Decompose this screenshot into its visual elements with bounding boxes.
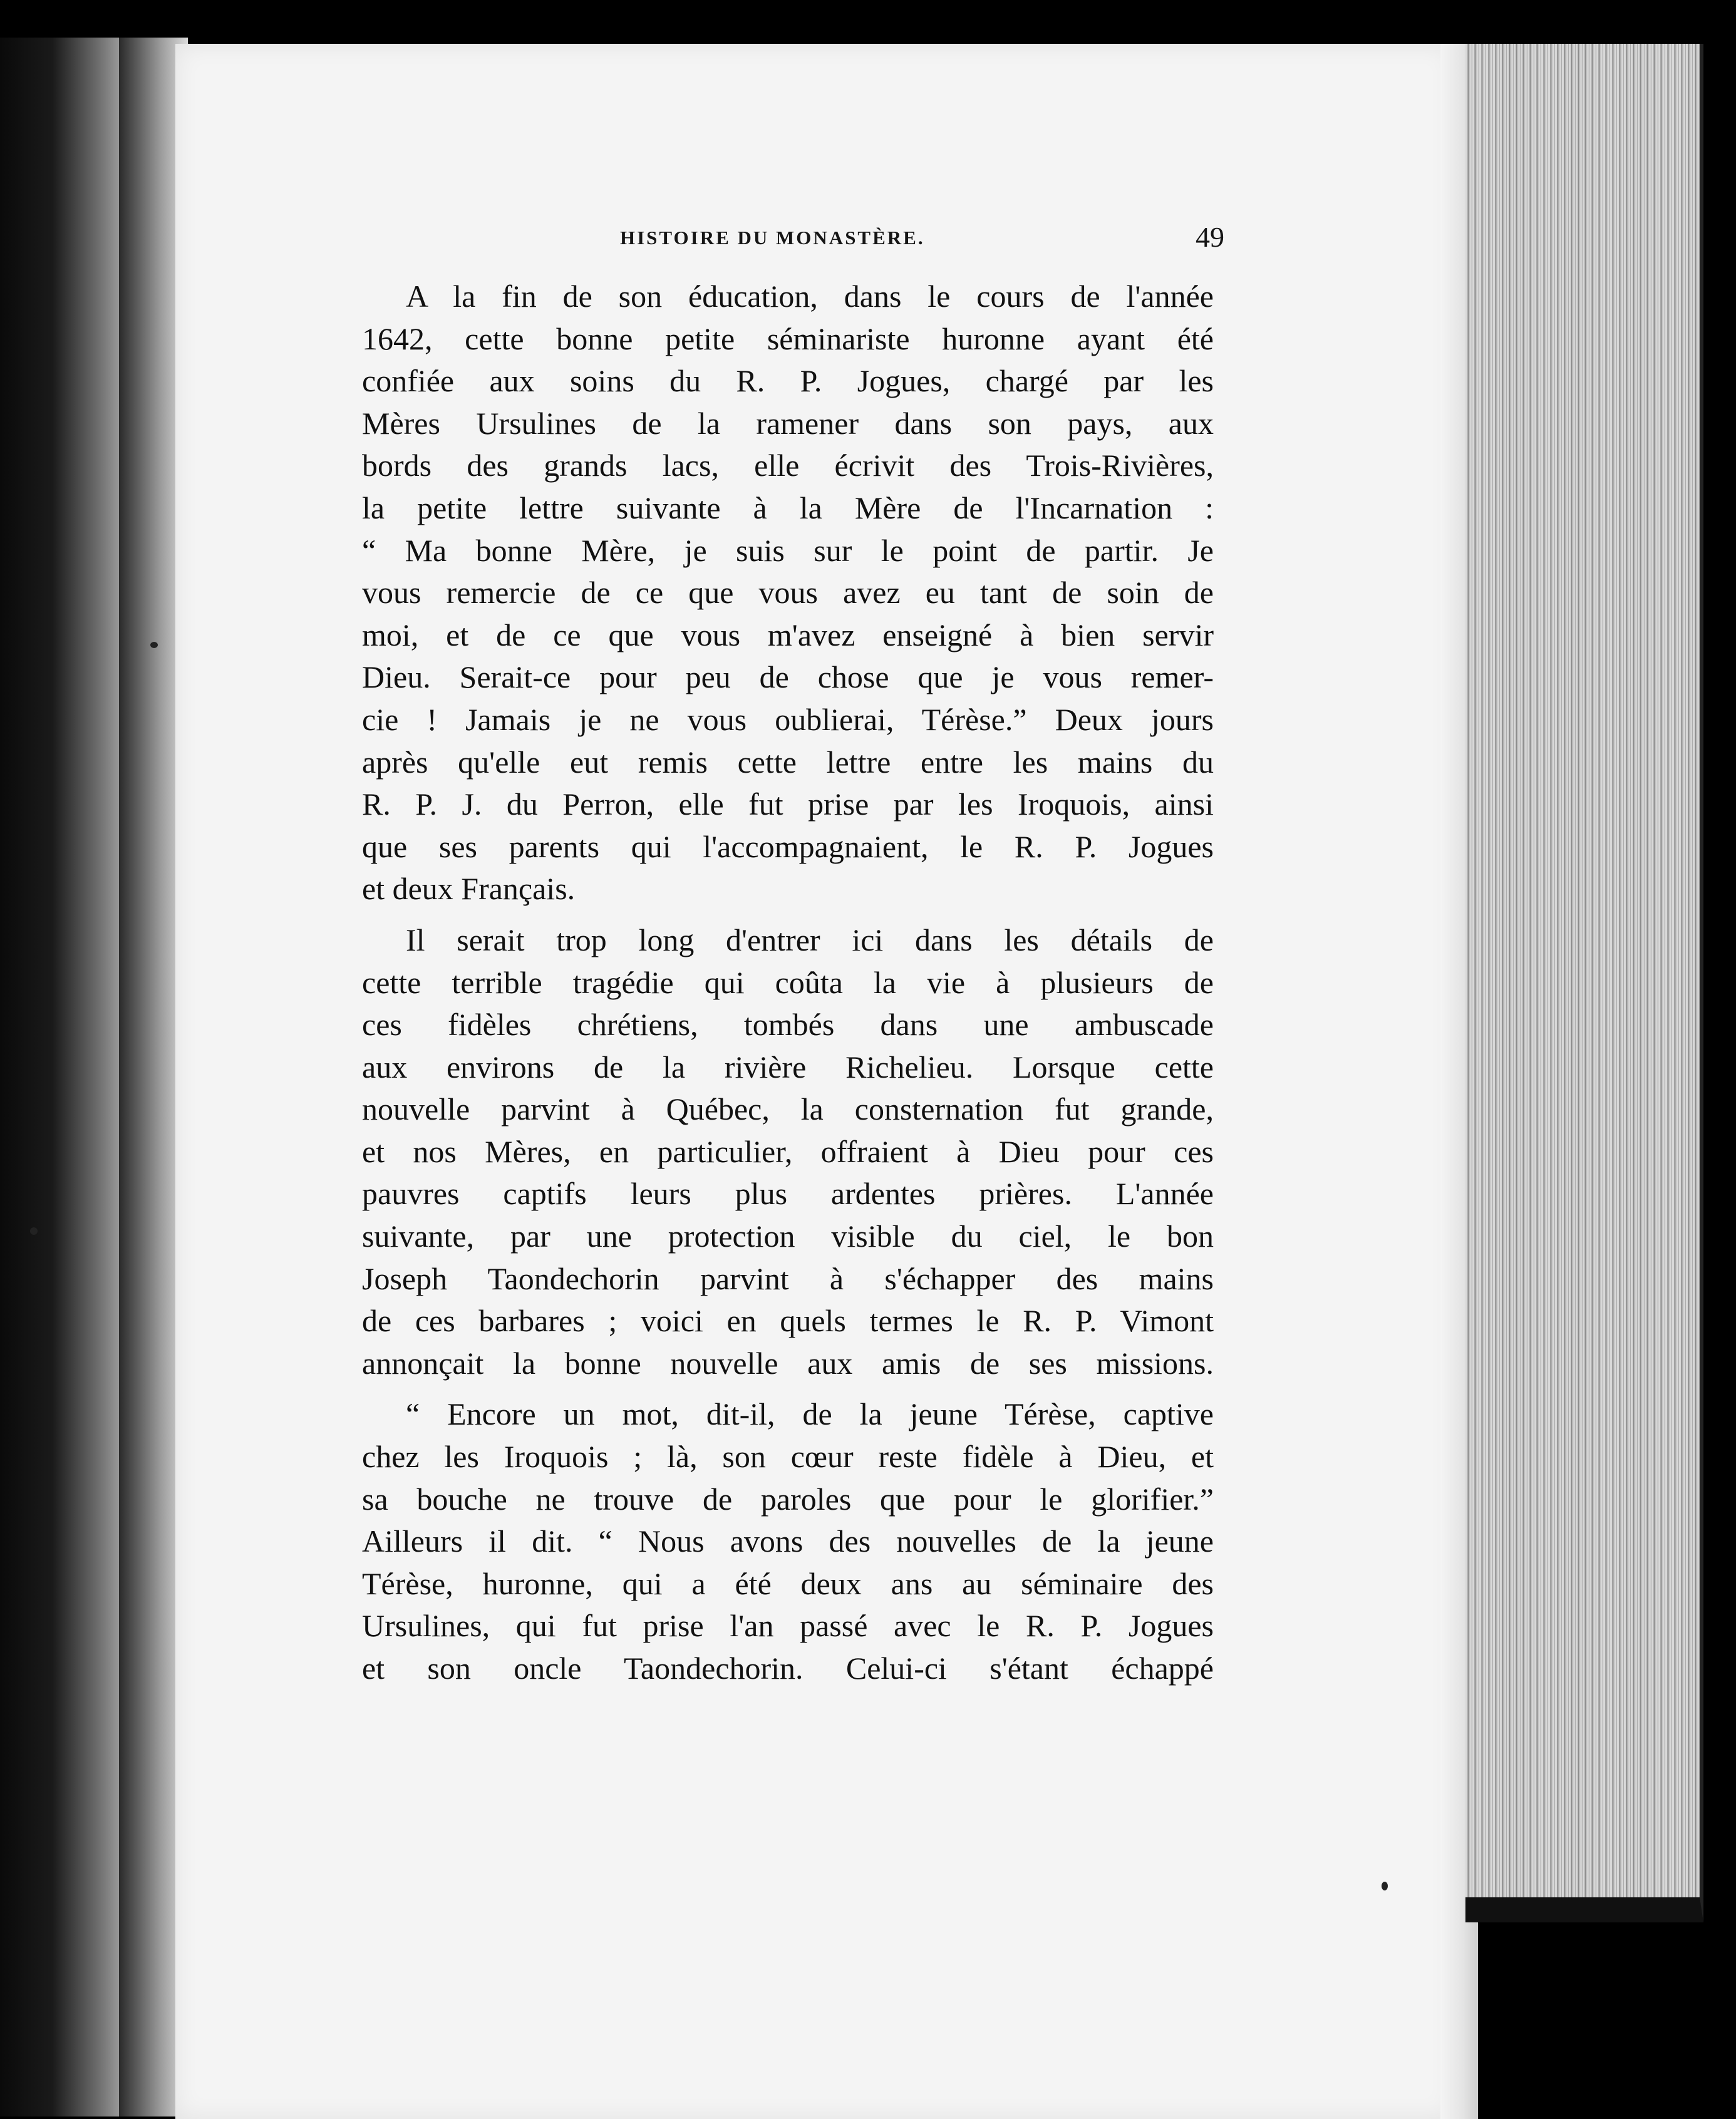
text-line: pauvres captifs leurs plus ardentes prières. L'année <box>362 1176 1214 1212</box>
text-line: que ses parents qui l'accompagnaient, le R. P. Jogues <box>362 828 1214 864</box>
text-line: annonçait la bonne nouvelle aux amis de ses missions. <box>362 1345 1214 1381</box>
text-line: chez les Iroquois ; là, son cœur reste fidèle à Dieu, et <box>362 1439 1214 1475</box>
text-line: R. P. J. du Perron, elle fut prise par les Iroquois, ainsi <box>362 786 1214 822</box>
text-line: vous remercie de ce que vous avez eu tant de soin de <box>362 575 1214 611</box>
text-line: moi, et de ce que vous m'avez enseigné à bien servir <box>362 617 1214 652</box>
text-line: Dieu. Serait-ce pour peu de chose que je vous remer- <box>362 659 1214 695</box>
body-text <box>362 276 1214 1699</box>
text-line: 1642, cette bonne petite séminariste huronne ayant été <box>362 321 1214 356</box>
text-line: nouvelle parvint à Québec, la consternation fut grande, <box>362 1091 1214 1127</box>
text-line: confiée aux soins du R. P. Jogues, chargé par les <box>362 363 1214 399</box>
running-title: HISTOIRE DU MONASTÈRE. <box>620 227 925 249</box>
paragraph <box>362 276 1214 910</box>
text-line: suivante, par une protection visible du ciel, le bon <box>362 1219 1214 1254</box>
scan-speck <box>1382 1882 1388 1890</box>
text-line: après qu'elle eut remis cette lettre entre les mains du <box>362 744 1214 780</box>
paragraph <box>362 1393 1214 1689</box>
text-line: cette terrible tragédie qui coûta la vie à plusieurs de <box>362 964 1214 1000</box>
text-line: la petite lettre suivante à la Mère de l'Incarnation : <box>362 490 1214 525</box>
text-line: et son oncle Taondechorin. Celui-ci s'étant échappé <box>362 1651 1214 1686</box>
text-line: Ailleurs il dit. “ Nous avons des nouvelles de la jeune <box>362 1524 1214 1559</box>
page-stack-edges <box>1465 44 1703 1922</box>
text-line: Mères Ursulines de la ramener dans son pays, aux <box>362 405 1214 441</box>
text-line: Térèse, huronne, qui a été deux ans au séminaire des <box>362 1565 1214 1601</box>
scan-speck <box>150 642 158 648</box>
text-line: Il serait trop long d'entrer ici dans les détails de <box>406 922 1214 957</box>
text-line: cie ! Jamais je ne vous oublierai, Térèse.” Deux jours <box>362 701 1214 737</box>
page-header <box>620 220 1224 258</box>
text-line: A la fin de son éducation, dans le cours de l'année <box>406 279 1214 314</box>
text-line: “ Ma bonne Mère, je suis sur le point de partir. Je <box>362 532 1214 568</box>
text-line: Ursulines, qui fut prise l'an passé avec le R. P. Jogues <box>362 1608 1214 1644</box>
text-line: de ces barbares ; voici en quels termes le R. P. Vimont <box>362 1303 1214 1339</box>
text-line: Joseph Taondechorin parvint à s'échapper des mains <box>362 1261 1214 1296</box>
text-line: aux environs de la rivière Richelieu. Lorsque cette <box>362 1049 1214 1085</box>
page-number: 49 <box>1196 221 1224 253</box>
text-line: ces fidèles chrétiens, tombés dans une ambuscade <box>362 1007 1214 1043</box>
text-line: bords des grands lacs, elle écrivit des Trois-Rivières, <box>362 448 1214 483</box>
text-line: sa bouche ne trouve de paroles que pour le glorifier.” <box>362 1481 1214 1517</box>
paragraph <box>362 919 1214 1385</box>
text-line: et nos Mères, en particulier, offraient à Dieu pour ces <box>362 1133 1214 1169</box>
text-line: “ Encore un mot, dit-il, de la jeune Térèse, captive <box>406 1396 1214 1432</box>
text-line: et deux Français. <box>362 871 576 907</box>
scan-speck <box>30 1227 38 1235</box>
